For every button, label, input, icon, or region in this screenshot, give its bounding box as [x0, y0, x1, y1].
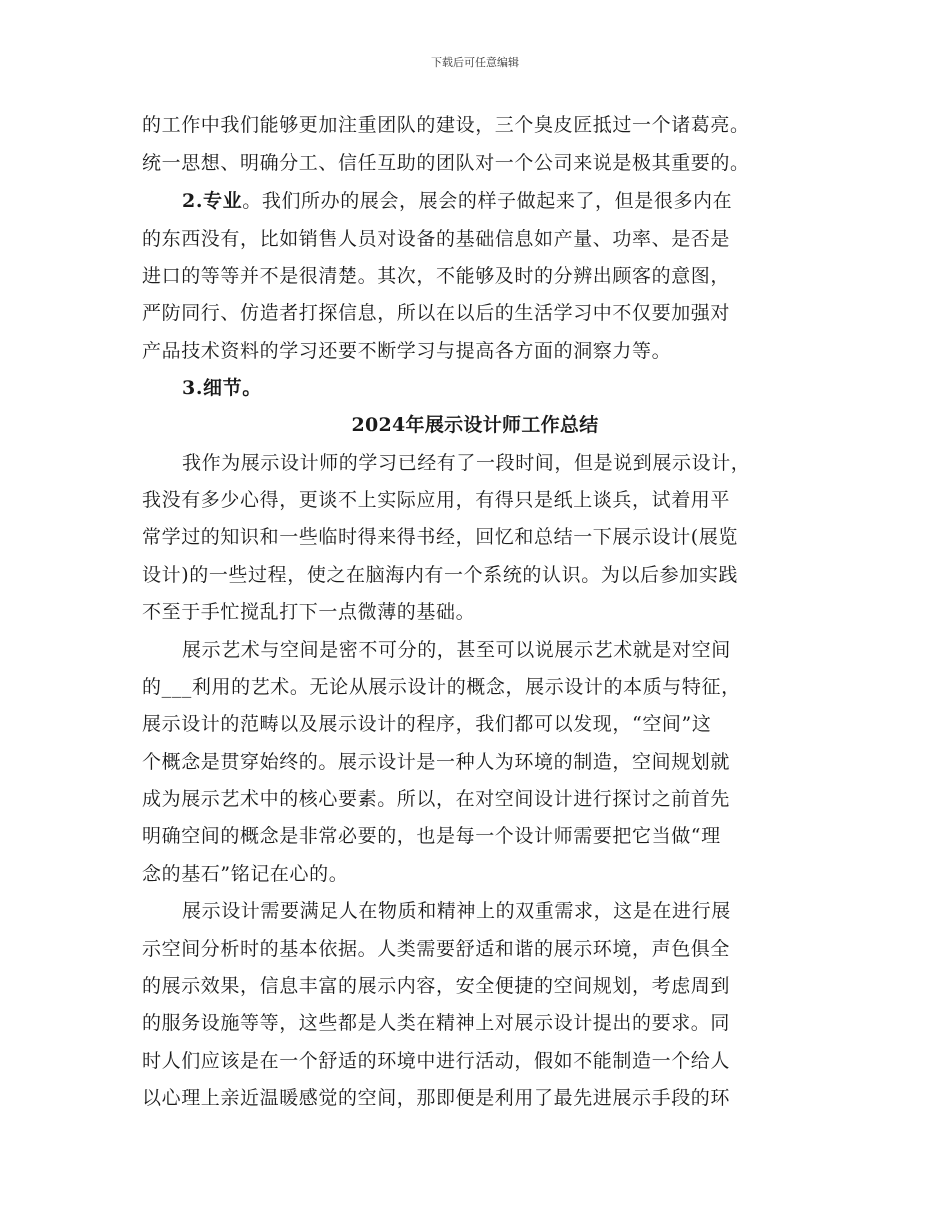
text-line: 我作为展示设计师的学习已经有了一段时间，但是说到展示设计， — [182, 452, 751, 474]
text-line: 的工作中我们能够更加注重团队的建设，三个臭皮匠抵过一个诸葛亮。 — [142, 114, 750, 136]
text-line — [182, 188, 732, 214]
text-line: 展示设计的范畴以及展示设计的程序，我们都可以发现，“空间”这 — [142, 713, 712, 735]
text-line: 成为展示艺术中的核心要素。所以，在对空间设计进行探讨之前首先 — [142, 788, 731, 810]
text-line: 明确空间的概念是非常必要的，也是每一个设计师需要把它当做“理 — [142, 825, 721, 847]
text-line: 我没有多少心得，更谈不上实际应用，有得只是纸上谈兵，试着用平 — [142, 489, 731, 511]
text-line: 产品技术资料的学习还要不断学习与提高各方面的洞察力等。 — [142, 340, 672, 362]
text-line: 统一思想、明确分工、信任互助的团队对一个公司来说是极其重要的。 — [142, 152, 750, 174]
text-line: 设计)的一些过程，使之在脑海内有一个系统的认识。为以后参加实践 — [142, 564, 739, 586]
page-header: 下载后可任意编辑 — [431, 56, 519, 69]
text-line: 以心理上亲近温暖感觉的空间，那即便是利用了最先进展示手段的环 — [142, 1087, 731, 1109]
text-line: 示空间分析时的基本依据。人类需要舒适和谐的展示环境，声色俱全 — [142, 938, 731, 960]
item-text: 。我们所办的展会，展会的样子做起来了，但是很多内在 — [242, 190, 733, 212]
text-line: 念的基石”铭记在心的。 — [142, 863, 349, 885]
text-line: 的展示效果，信息丰富的展示内容，安全便捷的空间规划，考虑周到 — [142, 975, 731, 997]
text-line: 展示艺术与空间是密不可分的，甚至可以说展示艺术就是对空间 — [182, 639, 731, 661]
text-line: 进口的等等并不是很清楚。其次，不能够及时的分辨出顾客的意图， — [142, 265, 731, 287]
text-line: 展示设计需要满足人在物质和精神上的双重需求，这是在进行展 — [182, 900, 731, 922]
text-line: 的东西没有，比如销售人员对设备的基础信息如产量、功率、是否是 — [142, 228, 731, 250]
text-line: 严防同行、仿造者打探信息，所以在以后的生活学习中不仅要加强对 — [142, 302, 731, 324]
item-heading: 2.专业 — [182, 190, 243, 212]
text-line: 个概念是贯穿始终的。展示设计是一种人为环境的制造，空间规划就 — [142, 751, 731, 773]
text-line: 的___利用的艺术。无论从展示设计的概念，展示设计的本质与特征， — [142, 676, 741, 698]
text-line: 不至于手忙搅乱打下一点微薄的基础。 — [142, 601, 476, 623]
text-line: 的服务设施等等，这些都是人类在精神上对展示设计提出的要求。同 — [142, 1012, 731, 1034]
text-line: 常学过的知识和一些临时得来得书经，回忆和总结一下展示设计(展览 — [142, 526, 739, 548]
section-title: 2024年展示设计师工作总结 — [351, 414, 599, 436]
item-heading: 3.细节。 — [182, 377, 262, 399]
text-line: 时人们应该是在一个舒适的环境中进行活动，假如不能制造一个给人 — [142, 1050, 731, 1072]
